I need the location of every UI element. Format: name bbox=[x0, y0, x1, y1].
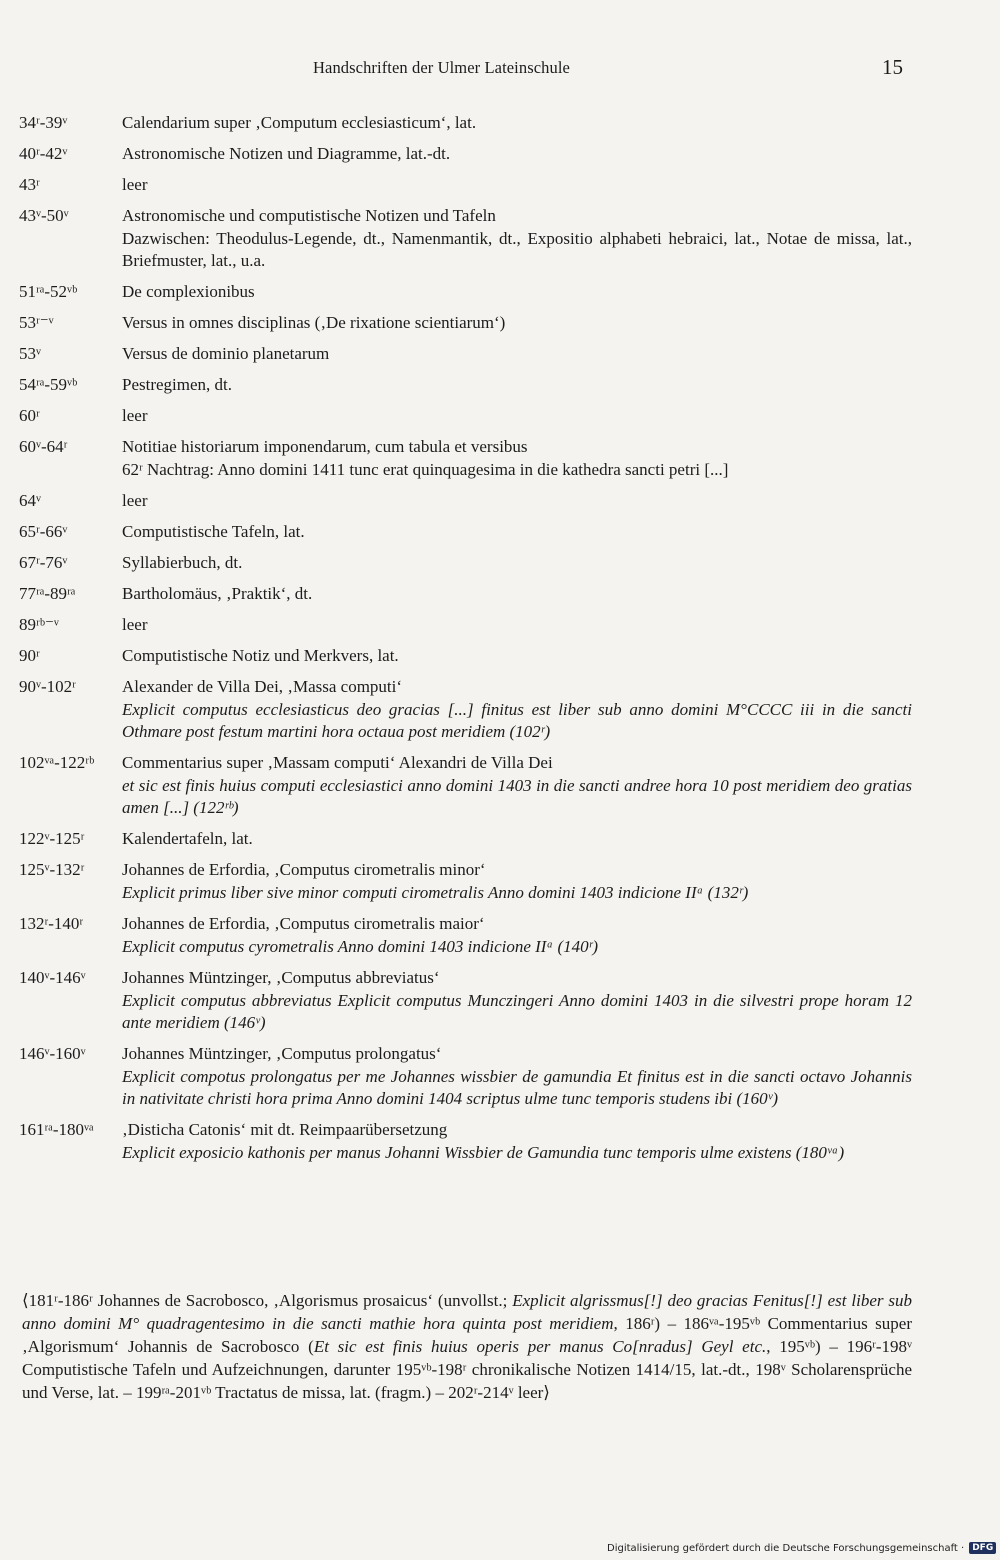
folio-range: 64ᵛ bbox=[19, 491, 41, 510]
entry-note: 62ʳ Nachtrag: Anno domini 1411 tunc erat quinquagesima in die kathedra sancti petri [...] bbox=[122, 460, 729, 479]
entry-title: Bartholomäus, ‚Praktik‘, dt. bbox=[122, 584, 313, 603]
entry-title: Versus de dominio planetarum bbox=[122, 344, 330, 363]
folio-range: 53ᵛ bbox=[19, 344, 41, 363]
manuscript-contents-list bbox=[0, 112, 1000, 1173]
list-item bbox=[0, 552, 1000, 574]
folio-range: 122ᵛ-125ʳ bbox=[19, 829, 85, 848]
list-item bbox=[0, 752, 1000, 819]
folio-range: 53ʳ⁻ᵛ bbox=[19, 313, 54, 332]
entry-title: Astronomische Notizen und Diagramme, lat.-dt. bbox=[122, 144, 451, 163]
footer-credit bbox=[607, 1540, 996, 1556]
page-number: 15 bbox=[882, 55, 903, 79]
list-item bbox=[0, 205, 1000, 272]
entry-content bbox=[122, 913, 912, 958]
explicit-note: Explicit primus liber sive minor computi cirometralis Anno domini 1403 indicione IIᵃ (132ʳ) bbox=[122, 883, 749, 902]
folio-range: 43ᵛ-50ᵛ bbox=[19, 206, 69, 225]
list-item bbox=[0, 374, 1000, 396]
entry-content bbox=[122, 374, 912, 396]
entry-title: leer bbox=[122, 491, 148, 510]
entry-note: Dazwischen: Theodulus-Legende, dt., Namenmantik, dt., Expositio alphabeti hebraici, lat., Notae de missa, lat., Briefmuster, lat., u.a. bbox=[122, 229, 912, 270]
entry-content bbox=[122, 490, 912, 512]
entry-title: ‚Disticha Catonis‘ mit dt. Reimpaarübersetzung bbox=[122, 1120, 448, 1139]
entry-title: Johannes Müntzinger, ‚Computus abbreviatus‘ bbox=[122, 968, 440, 987]
folio-range: 40ʳ-42ᵛ bbox=[19, 144, 68, 163]
folio-range: 125ᵛ-132ʳ bbox=[19, 860, 85, 879]
entry-title: Pestregimen, dt. bbox=[122, 375, 233, 394]
entry-content bbox=[122, 645, 912, 667]
entry-title: Notitiae historiarum imponendarum, cum tabula et versibus bbox=[122, 437, 528, 456]
list-item bbox=[0, 405, 1000, 427]
explicit-note: Explicit computus abbreviatus Explicit computus Munczingeri Anno domini 1403 in die silvestri prope horam 12 ante meridiem (146ᵛ) bbox=[122, 991, 912, 1032]
entry-title: Commentarius super ‚Massam computi‘ Alexandri de Villa Dei bbox=[122, 753, 553, 772]
folio-range: 54ʳᵃ-59ᵛᵇ bbox=[19, 375, 78, 394]
entry-content bbox=[122, 967, 912, 1034]
folio-range: 43ʳ bbox=[19, 175, 40, 194]
entry-content bbox=[122, 828, 912, 850]
closing-text: , 186ʳ) – 186ᵛᵃ-195ᵛᵇ Commentarius super ‚Algorismum‘ Johannis de Sacrobosco ( bbox=[22, 1314, 912, 1356]
list-item bbox=[0, 174, 1000, 196]
list-item bbox=[0, 645, 1000, 667]
entry-content bbox=[122, 405, 912, 427]
folio-range: 51ʳᵃ-52ᵛᵇ bbox=[19, 282, 78, 301]
list-item bbox=[0, 967, 1000, 1034]
entry-content bbox=[122, 1119, 912, 1164]
closing-explicit: Explicit algrissmus[!] deo gracias Fenitus[!] est liber sub anno domini M° quadragentesimo in die sancti mathie hora quinta post meridiem bbox=[22, 1291, 912, 1333]
entry-content bbox=[122, 174, 912, 196]
entry-content bbox=[122, 1043, 912, 1110]
entry-content bbox=[122, 521, 912, 543]
explicit-note: Explicit exposicio kathonis per manus Johanni Wissbier de Gamundia tunc temporis ulme existens (180ᵛᵃ) bbox=[122, 1143, 845, 1162]
entry-title: Kalendertafeln, lat. bbox=[122, 829, 253, 848]
entry-content bbox=[122, 281, 912, 303]
footer-text: Digitalisierung gefördert durch die Deutsche Forschungsgemeinschaft · bbox=[607, 1542, 965, 1554]
running-title: Handschriften der Ulmer Lateinschule bbox=[313, 58, 570, 77]
list-item bbox=[0, 281, 1000, 303]
list-item bbox=[0, 828, 1000, 850]
list-item bbox=[0, 343, 1000, 365]
folio-range: 146ᵛ-160ᵛ bbox=[19, 1044, 86, 1063]
list-item bbox=[0, 676, 1000, 743]
closing-note bbox=[22, 1289, 912, 1404]
folio-range: 89ʳᵇ⁻ᵛ bbox=[19, 615, 59, 634]
entry-content bbox=[122, 112, 912, 134]
entry-content bbox=[122, 614, 912, 636]
entry-title: leer bbox=[122, 615, 148, 634]
entry-content bbox=[122, 436, 912, 481]
explicit-note: et sic est finis huius computi ecclesiastici anno domini 1403 in die sancti andree hora 10 post meridiem deo gratias amen [...] (122ʳᵇ) bbox=[122, 776, 912, 817]
list-item bbox=[0, 913, 1000, 958]
entry-content bbox=[122, 343, 912, 365]
entry-title: Johannes de Erfordia, ‚Computus cirometralis minor‘ bbox=[122, 860, 486, 879]
explicit-note: Explicit computus ecclesiasticus deo gracias [...] finitus est liber sub anno domini M°CCCC iii in die sancti Othmare post festum martini hora octaua post meridiem (102ʳ) bbox=[122, 700, 912, 741]
entry-title: leer bbox=[122, 406, 148, 425]
list-item bbox=[0, 312, 1000, 334]
list-item bbox=[0, 112, 1000, 134]
folio-range: 102ᵛᵃ-122ʳᵇ bbox=[19, 753, 95, 772]
folio-range: 140ᵛ-146ᵛ bbox=[19, 968, 86, 987]
folio-range: 90ᵛ-102ʳ bbox=[19, 677, 76, 696]
closing-explicit: Et sic est finis huius operis per manus Co[nradus] Geyl etc. bbox=[313, 1337, 767, 1356]
list-item bbox=[0, 1119, 1000, 1164]
entry-content bbox=[122, 312, 912, 334]
entry-content bbox=[122, 205, 912, 272]
entry-title: Computistische Notiz und Merkvers, lat. bbox=[122, 646, 399, 665]
list-item bbox=[0, 1043, 1000, 1110]
dfg-logo: DFG bbox=[969, 1542, 996, 1554]
list-item bbox=[0, 143, 1000, 165]
closing-text: ⟨181ʳ-186ʳ Johannes de Sacrobosco, ‚Algorismus prosaicus‘ (unvollst.; bbox=[22, 1291, 513, 1310]
entry-content bbox=[122, 143, 912, 165]
entry-title: leer bbox=[122, 175, 148, 194]
entry-content bbox=[122, 552, 912, 574]
running-head bbox=[0, 55, 1000, 82]
list-item bbox=[0, 490, 1000, 512]
folio-range: 34ʳ-39ᵛ bbox=[19, 113, 68, 132]
folio-range: 161ʳᵃ-180ᵛᵃ bbox=[19, 1120, 94, 1139]
explicit-note: Explicit compotus prolongatus per me Johannes wissbier de gamundia Et finitus est in die sancti octavo Johannis in nativitate christi hora prima Anno domini 1404 scriptus ulme tunc temporis studens ibi (160ᵛ) bbox=[122, 1067, 912, 1108]
entry-title: Calendarium super ‚Computum ecclesiasticum‘, lat. bbox=[122, 113, 477, 132]
folio-range: 65ʳ-66ᵛ bbox=[19, 522, 68, 541]
entry-content bbox=[122, 676, 912, 743]
entry-title: Astronomische und computistische Notizen und Tafeln bbox=[122, 206, 496, 225]
list-item bbox=[0, 436, 1000, 481]
folio-range: 77ʳᵃ-89ʳᵃ bbox=[19, 584, 76, 603]
explicit-note: Explicit computus cyrometralis Anno domini 1403 indicione IIᵃ (140ʳ) bbox=[122, 937, 599, 956]
entry-content bbox=[122, 752, 912, 819]
entry-title: Johannes Müntzinger, ‚Computus prolongatus‘ bbox=[122, 1044, 442, 1063]
entry-title: Johannes de Erfordia, ‚Computus cirometralis maior‘ bbox=[122, 914, 485, 933]
folio-range: 60ᵛ-64ʳ bbox=[19, 437, 68, 456]
entry-title: Syllabierbuch, dt. bbox=[122, 553, 243, 572]
list-item bbox=[0, 583, 1000, 605]
entry-title: De complexionibus bbox=[122, 282, 255, 301]
folio-range: 132ʳ-140ʳ bbox=[19, 914, 84, 933]
list-item bbox=[0, 614, 1000, 636]
closing-text: , 195ᵛᵇ) – 196ʳ-198ᵛ Computistische Tafeln und Aufzeichnungen, darunter 195ᵛᵇ-198ʳ chronikalische Notizen 1414/15, lat.-dt., 198ᵛ Scholarensprüche und Verse, lat. – 199ʳᵃ-201ᵛᵇ Tractatus de missa, lat. (fragm.) – 202ʳ-214ᵛ leer⟩ bbox=[22, 1337, 912, 1402]
entry-title: Versus in omnes disciplinas (‚De rixatione scientiarum‘) bbox=[122, 313, 506, 332]
list-item bbox=[0, 859, 1000, 904]
entry-content bbox=[122, 859, 912, 904]
list-item bbox=[0, 521, 1000, 543]
entry-content bbox=[122, 583, 912, 605]
entry-title: Computistische Tafeln, lat. bbox=[122, 522, 305, 541]
folio-range: 67ʳ-76ᵛ bbox=[19, 553, 68, 572]
entry-title: Alexander de Villa Dei, ‚Massa computi‘ bbox=[122, 677, 403, 696]
folio-range: 60ʳ bbox=[19, 406, 40, 425]
folio-range: 90ʳ bbox=[19, 646, 40, 665]
